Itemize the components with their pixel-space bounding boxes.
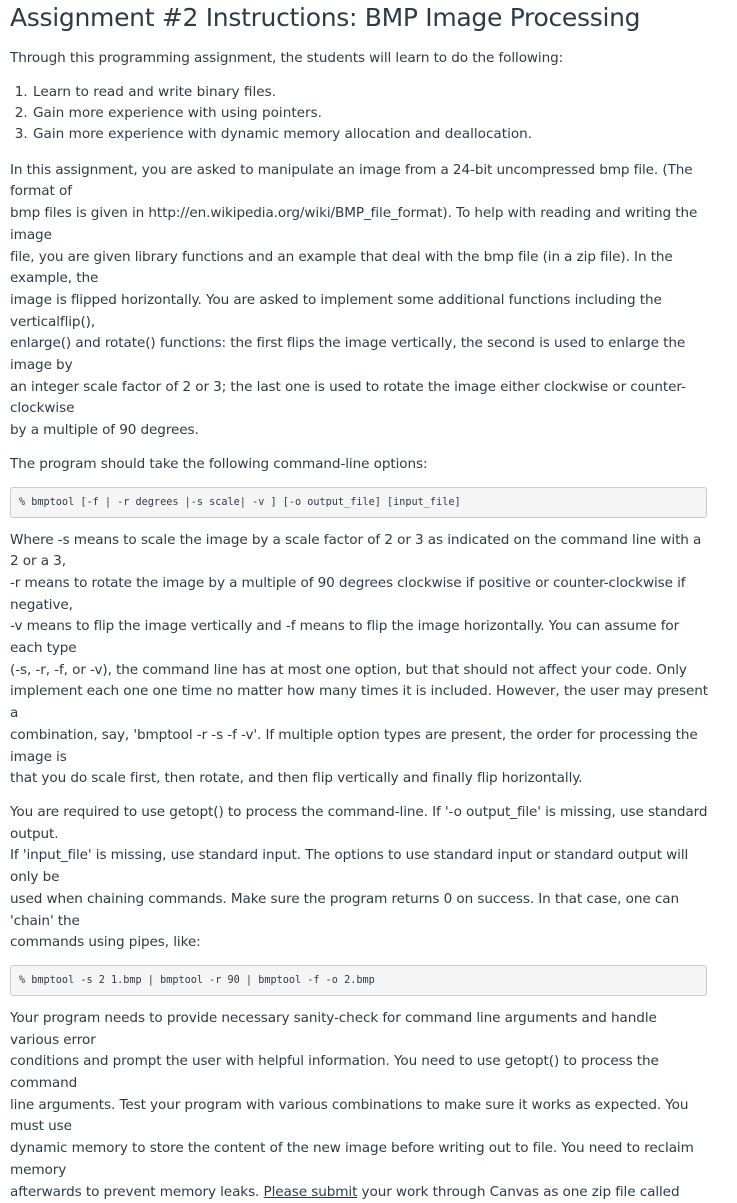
text-line: bmp files is given in http://en.wikipedia.org/wiki/BMP_file_format). To help with reading and writing the image (10, 205, 698, 243)
text-line: file, you are given library functions and an example that deal with the bmp file (in a zip file). In the example, the (10, 248, 673, 287)
command-line-options-intro: The program should take the following command-line options: (10, 455, 428, 472)
objectives-list (10, 82, 710, 145)
getopt-paragraph (10, 802, 710, 954)
text-line: If 'input_file' is missing, use standard input. The options to use standard input or standard output will only be (10, 847, 689, 886)
text-line: used when chaining commands. Make sure the program returns 0 on success. In that case, one can 'chain' the (10, 890, 679, 929)
text-line: afterwards to prevent memory leaks. (10, 1183, 264, 1200)
list-item: 1. Learn to read and write binary files. (32, 82, 710, 103)
text-line: line arguments. Test your program with various combinations to make sure it works as expected. You must use (10, 1096, 689, 1135)
text-line: -r means to rotate the image by a multiple of 90 degrees clockwise if positive or counter-clockwise if negative, (10, 574, 686, 613)
text-line: image is flipped horizontally. You are asked to implement some additional functions including the verticalflip(), (10, 291, 662, 330)
text-line: an integer scale factor of 2 or 3; the last one is used to rotate the image either clockwise or counter-clockwise (10, 378, 686, 417)
page-title: Assignment #2 Instructions: BMP Image Processing (10, 3, 641, 32)
text-line: You are required to use getopt() to process the command-line. If '-o output_file' is missing, use standard output. (10, 803, 708, 842)
text-line: Where -s means to scale the image by a scale factor of 2 or 3 as indicated on the command line with a 2 or a 3, (10, 531, 702, 570)
text-line: -v means to flip the image vertically and -f means to flip the image horizontally. You can assume for each type (10, 618, 680, 657)
text-line: In this assignment, you are asked to manipulate an image from a 24-bit uncompressed bmp file. (The format of (10, 161, 693, 200)
submit-link[interactable]: Please submit (263, 1183, 358, 1200)
text-line: that you do scale first, then rotate, and then flip vertically and finally flip horizontally. (10, 770, 583, 787)
text-line: your work through Canvas as one zip file called (357, 1183, 680, 1200)
text-line: commands using pipes, like: (10, 934, 201, 951)
list-item: 2. Gain more experience with using pointers. (32, 103, 710, 124)
requirements-paragraph (10, 1008, 710, 1203)
assignment-description-paragraph (10, 160, 710, 442)
text-line: implement each one one time no matter how many times it is included. However, the user may present a (10, 683, 709, 722)
usage-code-block: % bmptool [-f | -r degrees |-s scale| -v ] [-o output_file] [input_file] (10, 487, 707, 518)
pipe-example-code-block: % bmptool -s 2 1.bmp | bmptool -r 90 | bmptool -f -o 2.bmp (10, 965, 707, 996)
text-line: conditions and prompt the user with helpful information. You need to use getopt() to process the command (10, 1053, 659, 1092)
text-line: Your program needs to provide necessary sanity-check for command line arguments and handle various error (10, 1009, 657, 1048)
options-explanation-paragraph (10, 530, 710, 790)
text-line: (-s, -r, -f, or -v), the command line has at most one option, but that should not affect your code. Only (10, 661, 687, 678)
text-line: enlarge() and rotate() functions: the first flips the image vertically, the second is used to enlarge the image by (10, 335, 686, 374)
text-line: combination, say, 'bmptool -r -s -f -v'. If multiple option types are present, the order for processing the image is (10, 726, 698, 765)
text-line: by a multiple of 90 degrees. (10, 422, 199, 439)
list-item: 3. Gain more experience with dynamic memory allocation and deallocation. (32, 124, 710, 145)
intro-paragraph: Through this programming assignment, the students will learn to do the following: (10, 50, 564, 66)
assignment-page (10, 0, 710, 1203)
text-line: dynamic memory to store the content of the new image before writing out to file. You need to reclaim memory (10, 1140, 694, 1178)
